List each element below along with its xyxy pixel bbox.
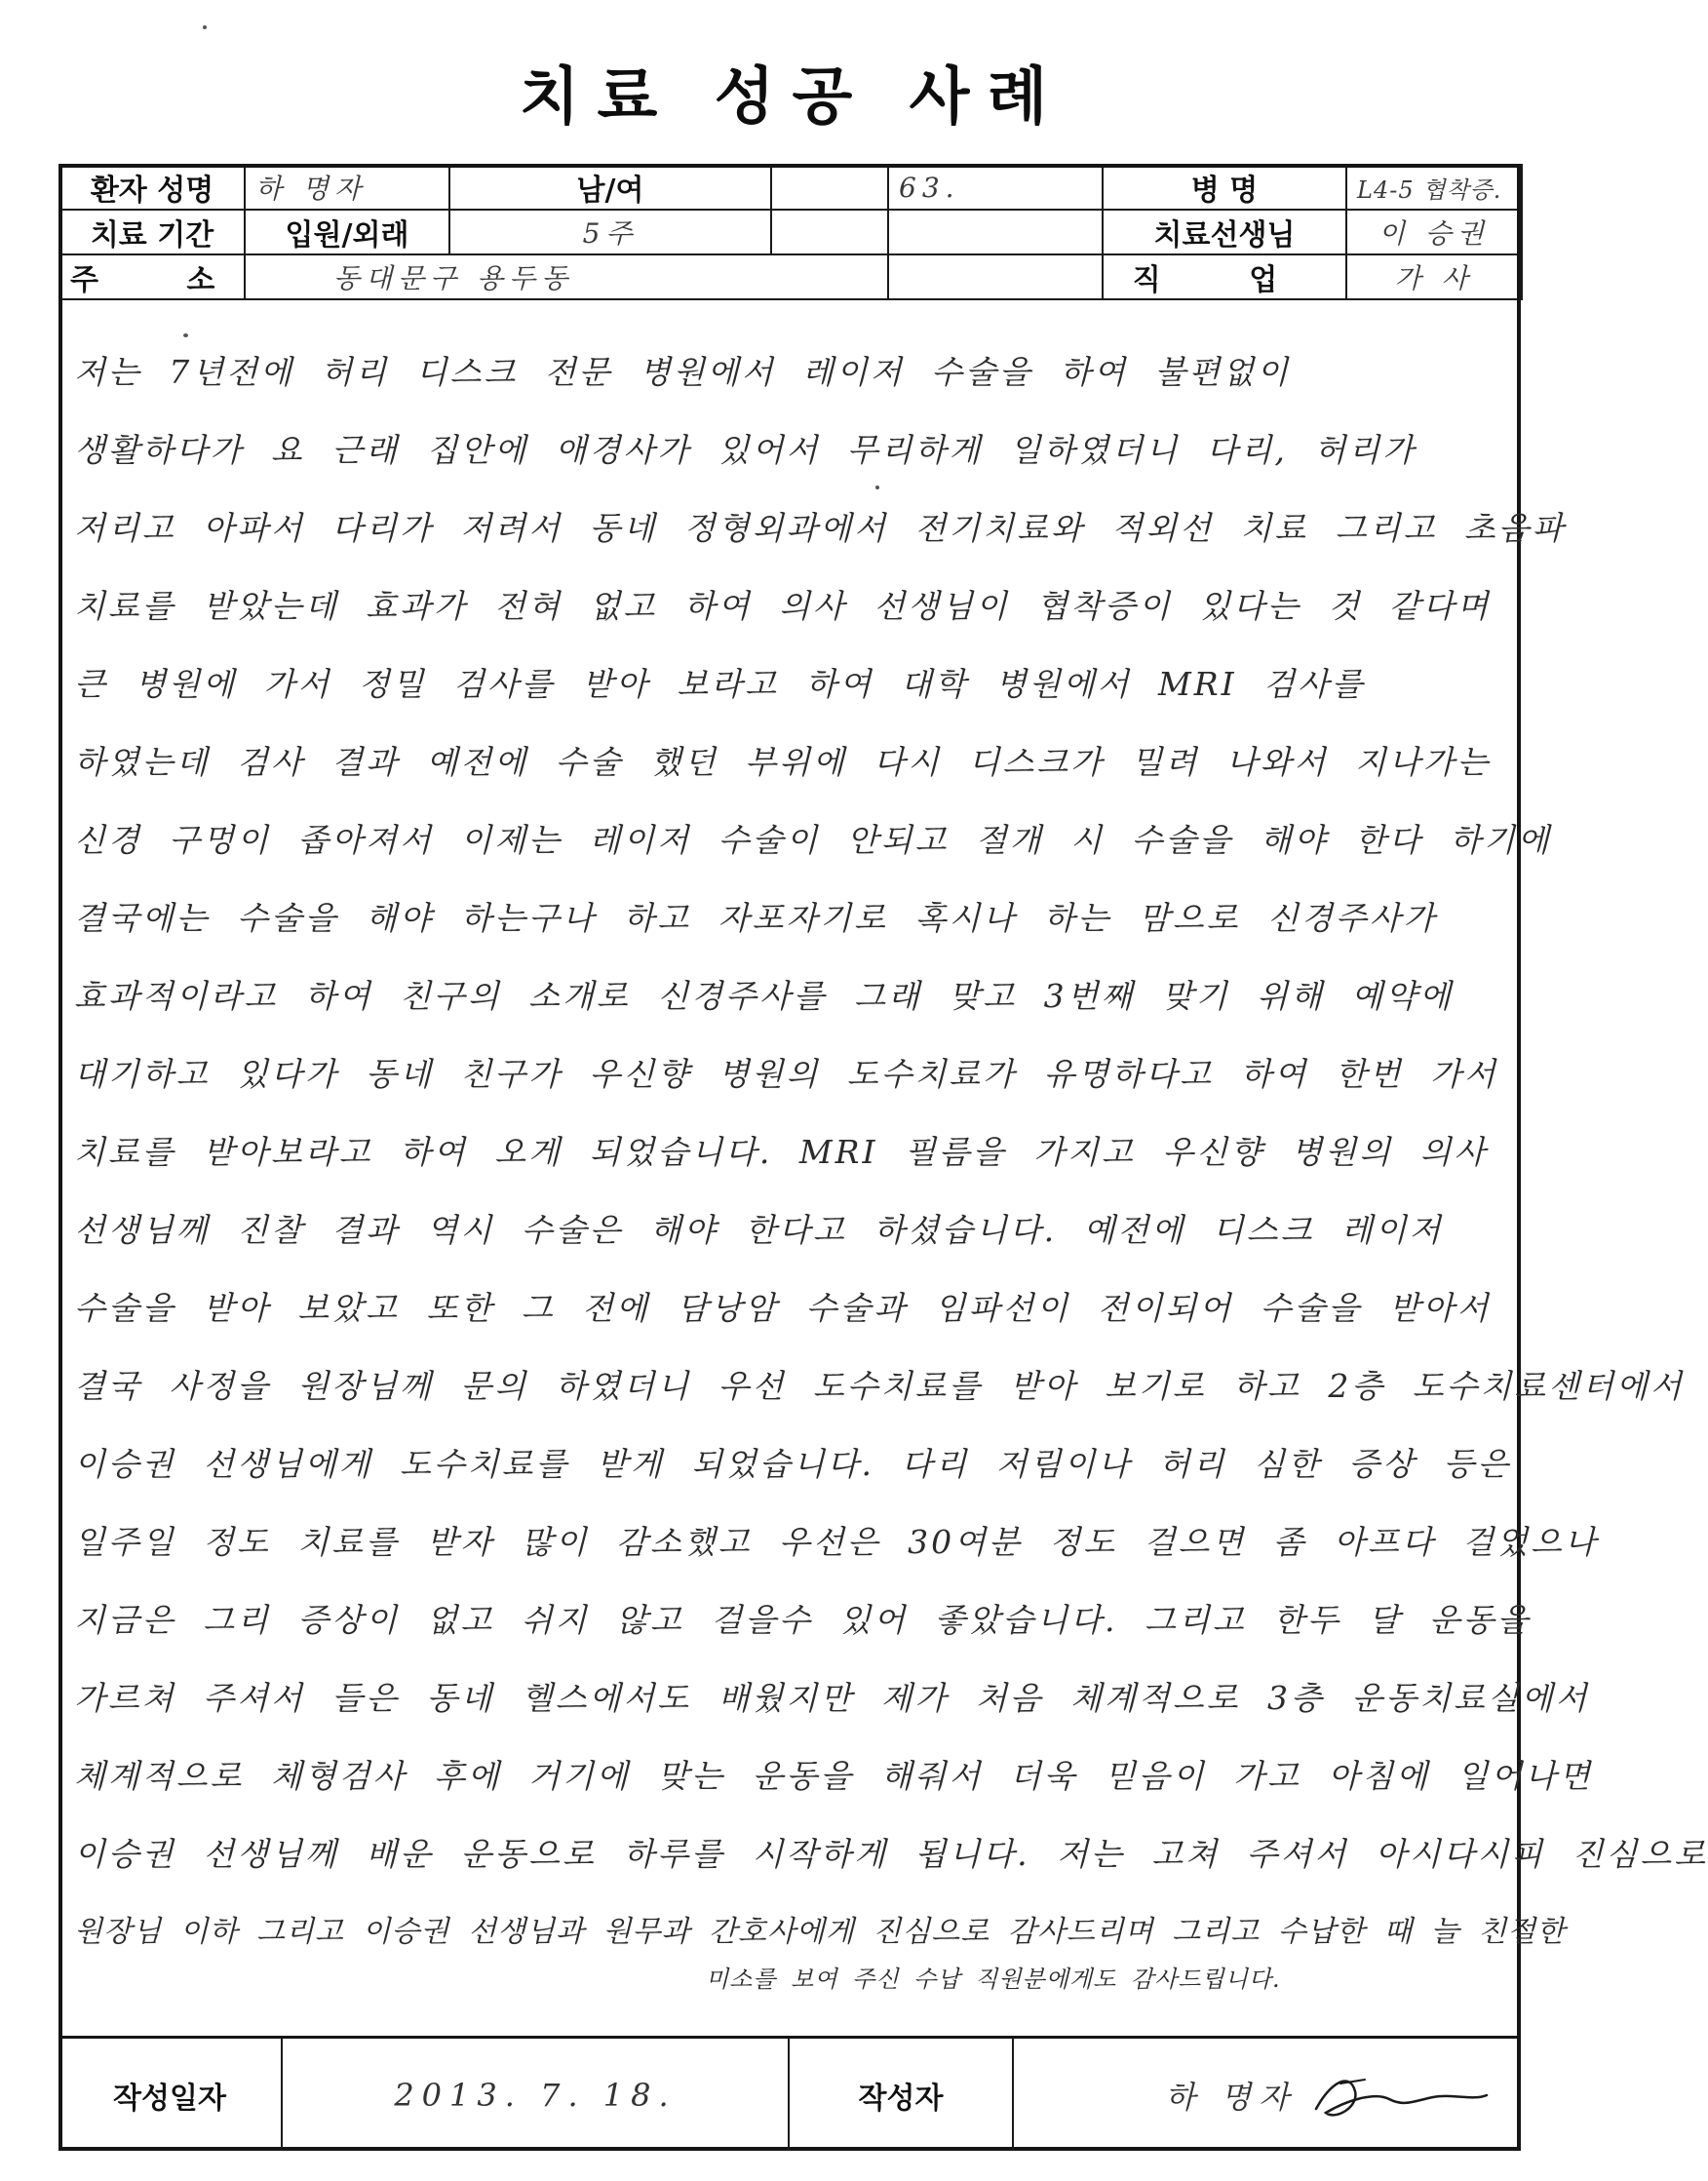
period-value: 5주 (449, 210, 771, 254)
doctor-value: 이 승권 (1346, 210, 1522, 254)
page-title: 치료 성공 사례 (519, 61, 1066, 134)
date-value: 2013. 7. 18. (283, 2039, 790, 2151)
signature-icon (1297, 2062, 1492, 2130)
body-line: 저리고 아파서 다리가 저려서 동네 정형외과에서 전기치료와 적외선 치료 그리고 초음파 (74, 509, 1567, 547)
scan-speck (183, 333, 188, 337)
sex-label: 남/여 (449, 165, 771, 210)
body-line: 미소를 보여 주신 수납 직원분에게도 감사드립니다. (706, 1966, 1281, 1993)
body-line: 생활하다가 요 근래 집안에 애경사가 있어서 무리하게 일하였더니 다리, 허리가 (74, 431, 1417, 469)
body-line: 지금은 그리 증상이 없고 쉬지 않고 걸을수 있어 좋았습니다. 그리고 한두 달 운동을 (74, 1601, 1532, 1639)
disease-label: 병 명 (1103, 165, 1346, 210)
job-label: 직 업 (1103, 254, 1346, 299)
author-value: 하 명자 (1165, 2078, 1297, 2116)
body-line: 신경 구멍이 좁아져서 이제는 레이저 수술이 안되고 절개 시 수술을 해야 한다 하기에 (74, 821, 1552, 859)
body-line: 일주일 정도 치료를 받자 많이 감소했고 우선은 30여분 정도 걸으면 좀 아프다 걸었으나 (74, 1523, 1599, 1561)
body-line: 저는 7년전에 허리 디스크 전문 병원에서 레이저 수술을 하여 불편없이 (74, 353, 1291, 391)
doctor-label: 치료선생님 (1103, 210, 1346, 254)
body-line: 치료를 받았는데 효과가 전혀 없고 하여 의사 선생님이 협착증이 있다는 것 같다며 (74, 587, 1492, 625)
body-line: 대기하고 있다가 동네 친구가 우신향 병원의 도수치료가 유명하다고 하여 한번 가서 (74, 1055, 1498, 1093)
scan-speck (203, 25, 207, 29)
body-line: 효과적이라고 하여 친구의 소개로 신경주사를 그래 맞고 3번째 맞기 위해 예약에 (74, 977, 1454, 1015)
patient-name-label: 환자 성명 (59, 165, 245, 210)
body-line: 선생님께 진찰 결과 역시 수술은 해야 한다고 하셨습니다. 예전에 디스크 레이저 (74, 1211, 1444, 1249)
body-line: 체계적으로 체형검사 후에 거기에 맞는 운동을 해줘서 더욱 믿음이 가고 아침에 일어나면 (74, 1757, 1593, 1795)
testimonial-body (62, 320, 1708, 2036)
address-label: 주 소 (59, 254, 245, 299)
job-value: 가 사 (1346, 254, 1522, 299)
period-label: 치료 기간 (59, 210, 245, 254)
scan-speck (875, 486, 879, 489)
body-line: 결국에는 수술을 해야 하는구나 하고 자포자기로 혹시나 하는 맘으로 신경주사가 (74, 899, 1438, 937)
disease-value: L4-5 협착증. (1346, 165, 1522, 210)
body-line: 결국 사정을 원장님께 문의 하였더니 우선 도수치료를 받아 보기로 하고 2층 도수치료센터에서 (74, 1367, 1685, 1405)
author-label: 작성자 (790, 2039, 1014, 2151)
date-label: 작성일자 (58, 2039, 283, 2151)
body-line: 가르쳐 주셔서 들은 동네 헬스에서도 배웠지만 제가 처음 체계적으로 3층 운동치료실에서 (74, 1679, 1590, 1717)
body-line: 치료를 받아보라고 하여 오게 되었습니다. MRI 필름을 가지고 우신향 병원의 의사 (74, 1133, 1489, 1171)
patient-name-value: 하 명자 (245, 165, 449, 210)
body-line: 원장님 이하 그리고 이승권 선생님과 원무과 간호사에게 진심으로 감사드리며 그리고 수납한 때 늘 친절한 (74, 1915, 1567, 1949)
address-value: 동대문구 용두동 (245, 254, 888, 299)
visit-type-label: 입원/외래 (245, 210, 449, 254)
body-line: 큰 병원에 가서 정밀 검사를 받아 보라고 하여 대학 병원에서 MRI 검사를 (74, 665, 1366, 703)
body-line: 이승권 선생님에게 도수치료를 받게 되었습니다. 다리 저림이나 허리 심한 증상 등은 (74, 1445, 1512, 1483)
body-line: 이승권 선생님께 배운 운동으로 하루를 시작하게 됩니다. 저는 고쳐 주셔서 아시다시피 진심으로 (74, 1835, 1708, 1873)
body-line: 수술을 받아 보았고 또한 그 전에 담낭암 수술과 임파선이 전이되어 수술을 받아서 (74, 1289, 1492, 1327)
body-line: 하였는데 검사 결과 예전에 수술 했던 부위에 다시 디스크가 밀려 나와서 지나가는 (74, 743, 1492, 781)
age-value: 63. (888, 165, 1103, 210)
